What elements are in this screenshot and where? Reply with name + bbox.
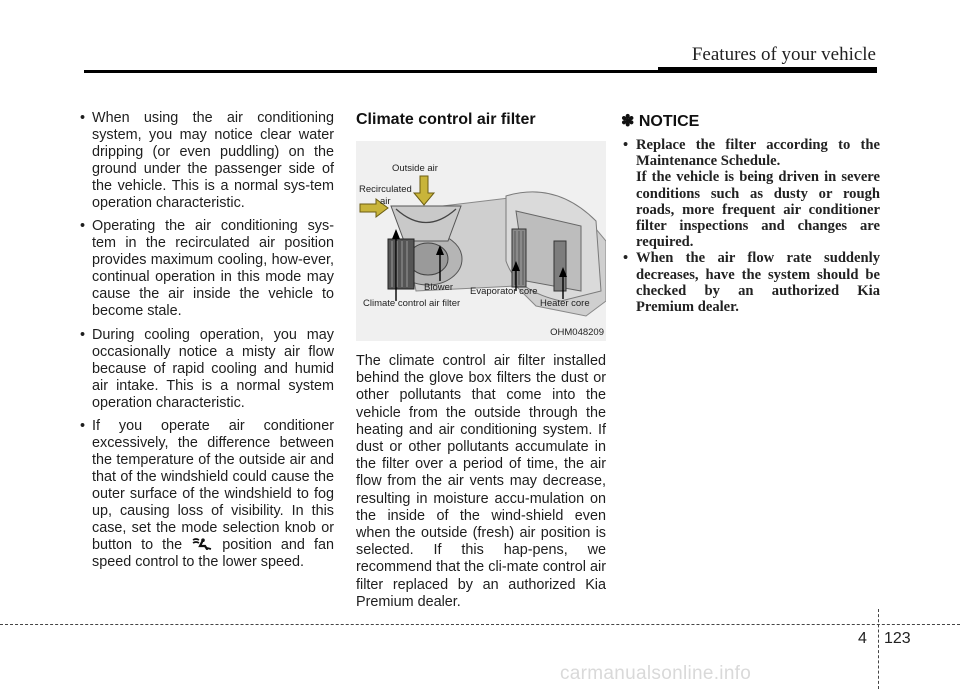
chapter-number: 4 [858,630,867,647]
label-heater-core: Heater core [540,298,590,309]
notice-item-replace-filter [621,137,880,250]
label-recirculated: Recirculated [359,184,412,195]
footer-rule [0,624,960,625]
notice-severe-conditions-text: If the vehicle is being driven in severe conditions such as dusty or rough roads, more frequent air conditioner filter inspections and changes are required. [636,169,880,251]
figure-code: OHM048209 [550,327,604,338]
column-left [76,110,334,578]
label-evaporator-core: Evaporator core [470,286,538,297]
column-middle [356,110,606,611]
section-title: Features of your vehicle [691,44,876,65]
ac-note-windshield-fog [76,418,334,570]
notice-list [621,137,880,315]
label-outside-air: Outside air [392,163,438,174]
filter-heading: Climate control air filter [356,111,536,128]
column-right [621,110,880,315]
watermark: carmanualsonline.info [560,663,752,684]
page-number: 123 [884,630,911,647]
notice-item-air-flow: • When the air flow rate suddenly decreases, have the system should be checked by an authorized Kia Premium dealer. [621,250,880,315]
notice-replace-text: • Replace the filter according to the Maintenance Schedule. [636,137,880,170]
outside-air-arrow [414,176,434,205]
ac-note-misty-air: • During cooling operation, you may occasionally notice a misty air flow because of rapid cooling and humid air intake. This is a normal system operation characteristic. [76,327,334,412]
ac-notes-list [76,110,334,571]
footer-divider [878,609,879,689]
ac-note-fog-text-post: position and fan speed control to the lower speed. [92,536,334,570]
filter-paragraph: The climate control air filter installed behind the glove box filters the dust or other pollutants that come into the vehicle from the outside through the heating and air conditioning system. If dust or other pollutants accumulate in the filter over a period of time, the air flow from the air vents may decrease, resulting in moisture accu-mulation on the inside of the wind-shield even when the outside (fresh) air position is selected. If this hap-pens, we recommend that the cli-mate control air filter replaced by an authorized Kia Premium dealer. [356,353,606,610]
label-blower: Blower [424,282,454,293]
climate-system-diagram [356,141,606,341]
ac-note-fog-text-pre: If you operate air conditioner excessively, the difference between the temperature of the outside air and that of the windshield could cause the outer surface of the windshield to fog up, causing loss of visibility. In this case, set the mode selection knob or button to the [92,418,334,553]
ac-note-recirculation: • Operating the air conditioning sys-tem in the recirculated air position provides maximum cooling, how-ever, continual operation in this mode may cause the air inside the vehicle to become stale. [76,218,334,319]
notice-heading: ✽ NOTICE [621,113,700,130]
label-air-filter: Climate control air filter [363,298,461,309]
header-rule-tab [658,67,877,73]
label-recirculated-air: air [380,196,391,207]
defrost-floor-mode-icon [191,538,213,550]
ac-note-condensation: • When using the air conditioning system, you may notice clear water dripping (or even puddling) on the ground under the passenger side of the vehicle. This is a normal sys-tem operation characteristic. [76,110,334,211]
